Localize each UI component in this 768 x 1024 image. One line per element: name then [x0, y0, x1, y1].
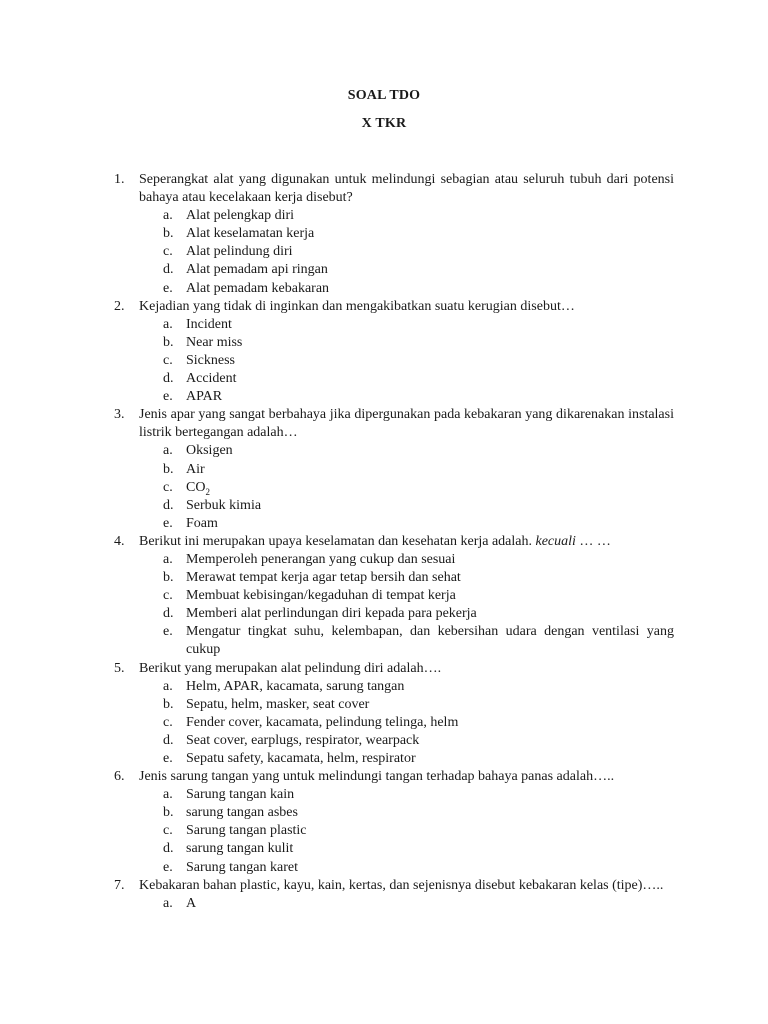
question-text — [139, 298, 674, 316]
option-text-main: Alat keselamatan kerja — [186, 226, 315, 242]
question-number: 3. — [114, 407, 125, 423]
option-letter: c. — [163, 479, 173, 495]
answer-options — [0, 678, 768, 768]
option-letter: c. — [163, 588, 173, 604]
option-letter: a. — [163, 678, 173, 694]
question-item — [0, 533, 768, 660]
option-letter: a. — [163, 208, 173, 224]
option-letter: e. — [163, 859, 173, 875]
question-item — [0, 406, 768, 533]
answer-options — [0, 551, 768, 660]
option-text-main: APAR — [186, 389, 223, 405]
option-text-main: Seat cover, earplugs, respirator, wearpack — [186, 732, 420, 748]
option-letter: a. — [163, 551, 173, 567]
question-text-main: Kejadian yang tidak di inginkan dan mengakibatkan suatu kerugian disebut… — [139, 298, 575, 314]
option-text — [186, 334, 674, 352]
answer-option — [0, 732, 768, 750]
option-text — [186, 388, 674, 406]
option-text-main: sarung tangan asbes — [186, 805, 298, 821]
answer-option — [0, 316, 768, 334]
question-text-main: Kebakaran bahan plastic, kayu, kain, kertas, dan sejenisnya disebut kebakaran kelas (tipe)….. — [139, 877, 664, 893]
answer-option — [0, 280, 768, 298]
answer-option — [0, 442, 768, 460]
answer-option — [0, 623, 768, 659]
question-text-main: Jenis sarung tangan yang untuk melindungi tangan terhadap bahaya panas adalah….. — [139, 769, 615, 785]
answer-option — [0, 678, 768, 696]
answer-option — [0, 497, 768, 515]
option-text — [186, 605, 674, 623]
question-text-emphasis: kecuali — [535, 533, 576, 549]
option-text — [186, 822, 674, 840]
answer-option — [0, 587, 768, 605]
option-letter: a. — [163, 787, 173, 803]
option-letter: a. — [163, 316, 173, 332]
option-letter: b. — [163, 570, 174, 586]
question-number: 1. — [114, 172, 125, 187]
option-letter: b. — [163, 696, 174, 712]
document-subtitle: X TKR — [361, 116, 407, 131]
option-text-main: Sarung tangan kain — [186, 787, 295, 803]
question-item — [0, 660, 768, 769]
option-text — [186, 479, 674, 497]
question-item — [0, 171, 768, 298]
answer-option — [0, 207, 768, 225]
question-number: 7. — [114, 877, 125, 893]
option-letter: d. — [163, 841, 174, 857]
question-text-main: Berikut ini merupakan upaya keselamatan dan kesehatan kerja adalah. — [139, 533, 536, 549]
option-letter: d. — [163, 606, 174, 622]
option-text-main: Mengatur tingkat suhu, kelembapan, dan kebersihan udara dengan ventilasi yang cukup — [186, 624, 674, 658]
answer-option — [0, 515, 768, 533]
option-text — [186, 714, 674, 732]
option-text — [186, 569, 674, 587]
question-item — [0, 298, 768, 407]
option-text-main: Alat pemadam api ringan — [186, 262, 328, 278]
question-text — [139, 171, 674, 207]
option-text — [186, 804, 674, 822]
answer-options — [0, 895, 768, 913]
question-text — [139, 406, 674, 442]
option-text — [186, 840, 674, 858]
option-text — [186, 207, 674, 225]
option-text-main: A — [186, 895, 197, 911]
answer-option — [0, 714, 768, 732]
answer-option — [0, 786, 768, 804]
answer-option — [0, 334, 768, 352]
option-letter: c. — [163, 714, 173, 730]
option-text-main: Merawat tempat kerja agar tetap bersih dan sehat — [186, 570, 461, 586]
answer-option — [0, 461, 768, 479]
option-text — [186, 515, 674, 533]
question-text — [139, 533, 674, 551]
question-text — [139, 877, 674, 895]
answer-options — [0, 442, 768, 532]
question-number: 6. — [114, 769, 125, 785]
option-text — [186, 225, 674, 243]
option-text — [186, 442, 674, 460]
answer-option — [0, 370, 768, 388]
option-text — [186, 623, 674, 659]
option-letter: a. — [163, 895, 173, 911]
question-text-main: Seperangkat alat yang digunakan untuk melindungi sebagian atau seluruh tubuh dari potensi bahaya atau kecelakaan kerja disebut? — [139, 172, 674, 206]
answer-option — [0, 895, 768, 913]
answer-option — [0, 859, 768, 877]
option-letter: c. — [163, 244, 173, 260]
answer-option — [0, 261, 768, 279]
document-title: SOAL TDO — [347, 88, 421, 103]
option-text-main: Alat pelindung diri — [186, 244, 293, 260]
answer-option — [0, 352, 768, 370]
question-number: 2. — [114, 298, 125, 314]
answer-option — [0, 388, 768, 406]
option-text-main: Serbuk kimia — [186, 497, 262, 513]
option-text-main: Sarung tangan karet — [186, 859, 298, 875]
answer-option — [0, 822, 768, 840]
option-letter: e. — [163, 280, 173, 296]
option-text-main: Alat pelengkap diri — [186, 208, 295, 224]
option-text-main: Oksigen — [186, 443, 233, 459]
option-text — [186, 316, 674, 334]
option-letter: b. — [163, 334, 174, 350]
option-text — [186, 370, 674, 388]
option-text-main: Incident — [186, 316, 232, 332]
answer-option — [0, 551, 768, 569]
option-text-main: Sepatu, helm, masker, seat cover — [186, 696, 370, 712]
option-text — [186, 461, 674, 479]
question-item — [0, 877, 768, 913]
option-text-main: Memberi alat perlindungan diri kepada para pekerja — [186, 606, 477, 622]
option-letter: b. — [163, 226, 174, 242]
option-text-main: Memperoleh penerangan yang cukup dan sesuai — [186, 551, 456, 567]
answer-options — [0, 786, 768, 876]
option-text — [186, 678, 674, 696]
option-letter: e. — [163, 515, 173, 531]
option-text-main: Sepatu safety, kacamata, helm, respirator — [186, 751, 416, 766]
question-text — [139, 768, 674, 786]
question-list — [0, 171, 768, 913]
option-text-main: Sickness — [186, 352, 235, 368]
option-text-main: Air — [186, 461, 205, 477]
option-text — [186, 786, 674, 804]
answer-options — [0, 316, 768, 406]
option-letter: b. — [163, 461, 174, 477]
option-text-main: Sarung tangan plastic — [186, 823, 307, 839]
option-letter: c. — [163, 823, 173, 839]
question-text-main: Berikut yang merupakan alat pelindung diri adalah…. — [139, 660, 442, 676]
question-text-main: Jenis apar yang sangat berbahaya jika dipergunakan pada kebakaran yang dikarenakan instalasi listrik bertegangan adalah… — [139, 407, 674, 441]
answer-option — [0, 479, 768, 497]
option-subscript: 2 — [205, 486, 210, 497]
option-text — [186, 732, 674, 750]
option-letter: c. — [163, 352, 173, 368]
option-text-main: Accident — [186, 371, 237, 387]
answer-option — [0, 569, 768, 587]
option-text — [186, 551, 674, 569]
answer-option — [0, 605, 768, 623]
answer-option — [0, 696, 768, 714]
question-number: 5. — [114, 660, 125, 676]
option-text-main: Fender cover, kacamata, pelindung telinga, helm — [186, 714, 459, 730]
answer-options — [0, 207, 768, 297]
option-text — [186, 859, 674, 877]
answer-option — [0, 243, 768, 261]
option-text-main: CO — [186, 479, 206, 495]
question-text-trailing: … … — [575, 533, 611, 549]
option-text — [186, 261, 674, 279]
option-letter: e. — [163, 389, 173, 405]
option-text-main: Membuat kebisingan/kegaduhan di tempat kerja — [186, 588, 456, 604]
option-text — [186, 587, 674, 605]
option-text — [186, 895, 674, 913]
option-text-main: sarung tangan kulit — [186, 841, 294, 857]
answer-option — [0, 225, 768, 243]
option-text — [186, 243, 674, 261]
option-letter: e. — [163, 624, 173, 640]
option-text-main: Helm, APAR, kacamata, sarung tangan — [186, 678, 405, 694]
option-letter: d. — [163, 262, 174, 278]
option-letter: d. — [163, 732, 174, 748]
option-text — [186, 696, 674, 714]
answer-option — [0, 750, 768, 768]
answer-option — [0, 804, 768, 822]
option-text-main: Alat pemadam kebakaran — [186, 280, 330, 296]
option-letter: d. — [163, 497, 174, 513]
option-letter: e. — [163, 751, 173, 766]
option-text-main: Near miss — [186, 334, 243, 350]
option-letter: a. — [163, 443, 173, 459]
question-number: 4. — [114, 533, 125, 549]
option-text — [186, 750, 674, 768]
option-text — [186, 497, 674, 515]
option-text-main: Foam — [186, 515, 218, 531]
option-text — [186, 280, 674, 298]
option-letter: d. — [163, 371, 174, 387]
question-item — [0, 768, 768, 877]
option-text — [186, 352, 674, 370]
answer-option — [0, 840, 768, 858]
option-letter: b. — [163, 805, 174, 821]
question-text — [139, 660, 674, 678]
